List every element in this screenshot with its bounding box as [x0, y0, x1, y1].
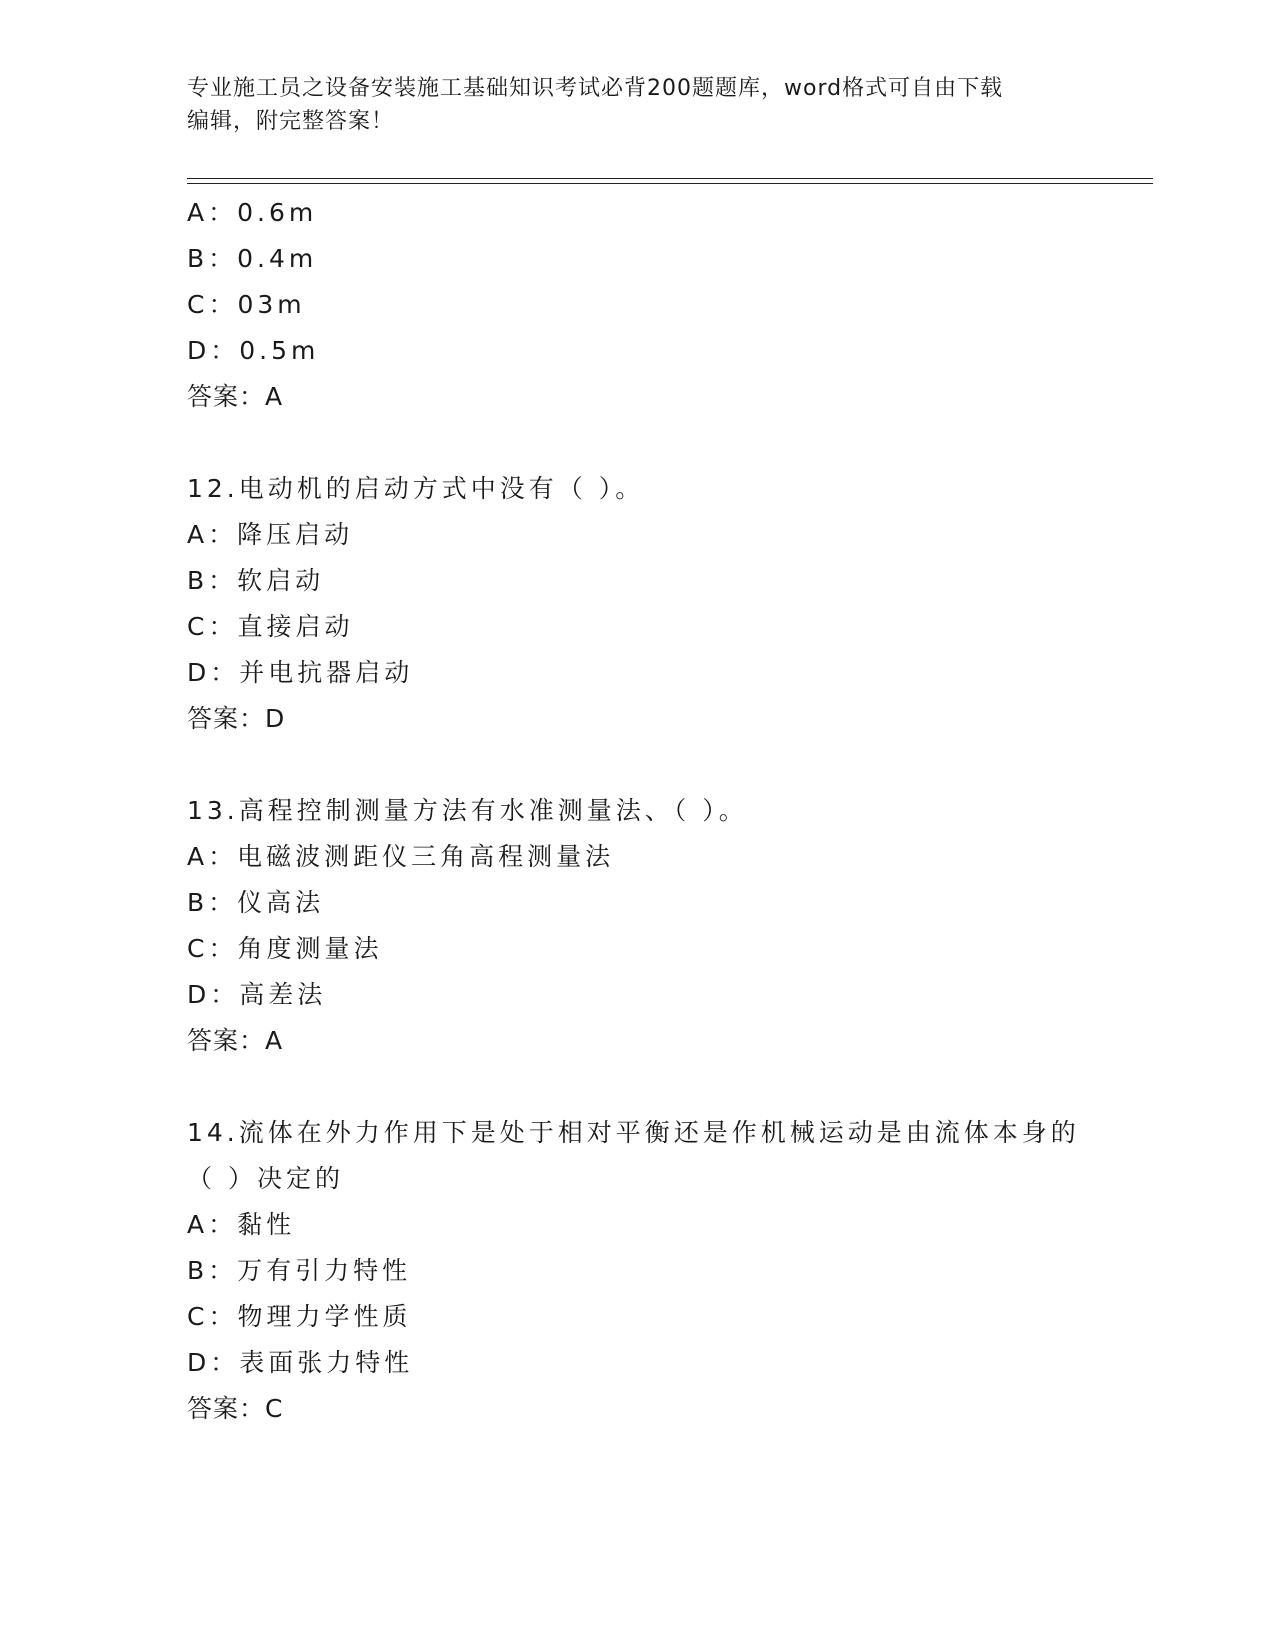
option-a: A：电磁波测距仪三角高程测量法 [187, 842, 615, 871]
question-14 [187, 1110, 1087, 1432]
header-line-1: 专业施工员之设备安装施工基础知识考试必背200题题库，word格式可自由下载 [187, 76, 1004, 101]
option-b: B：0.4m [187, 244, 318, 273]
option-c: C：直接启动 [187, 612, 354, 641]
option-b: B：软启动 [187, 566, 325, 595]
option-b: B：万有引力特性 [187, 1256, 412, 1285]
option-d: D：高差法 [187, 980, 327, 1009]
option-c: C：物理力学性质 [187, 1302, 412, 1331]
question-13 [187, 788, 1087, 1064]
question-text: 12.电动机的启动方式中没有（ ）。 [187, 474, 645, 503]
spacer [187, 742, 1087, 788]
option-d: D：表面张力特性 [187, 1348, 414, 1377]
spacer [187, 420, 1087, 466]
spacer [187, 1064, 1087, 1110]
answer: 答案：A [187, 382, 284, 411]
document-header [187, 72, 1067, 138]
question-text-line-2: （ ）决定的 [187, 1164, 344, 1193]
question-text-line-1: 14.流体在外力作用下是处于相对平衡还是作机械运动是由流体本身的 [187, 1118, 1080, 1147]
question-list [187, 190, 1087, 1432]
option-d: D：0.5m [187, 336, 320, 365]
question-11 [187, 190, 1087, 420]
header-line-2: 编辑，附完整答案！ [187, 109, 395, 134]
option-a: A：降压启动 [187, 520, 354, 549]
answer: 答案：A [187, 1026, 284, 1055]
option-b: B：仪高法 [187, 888, 325, 917]
question-12 [187, 466, 1087, 742]
answer: 答案：C [187, 1394, 284, 1423]
option-c: C：03m [187, 290, 306, 319]
option-a: A：0.6m [187, 198, 318, 227]
question-text: 13.高程控制测量方法有水准测量法、（ ）。 [187, 796, 748, 825]
header-divider-top [187, 178, 1153, 179]
option-d: D：并电抗器启动 [187, 658, 414, 687]
answer: 答案：D [187, 704, 286, 733]
header-divider-bottom [187, 183, 1153, 184]
option-a: A：黏性 [187, 1210, 296, 1239]
option-c: C：角度测量法 [187, 934, 383, 963]
